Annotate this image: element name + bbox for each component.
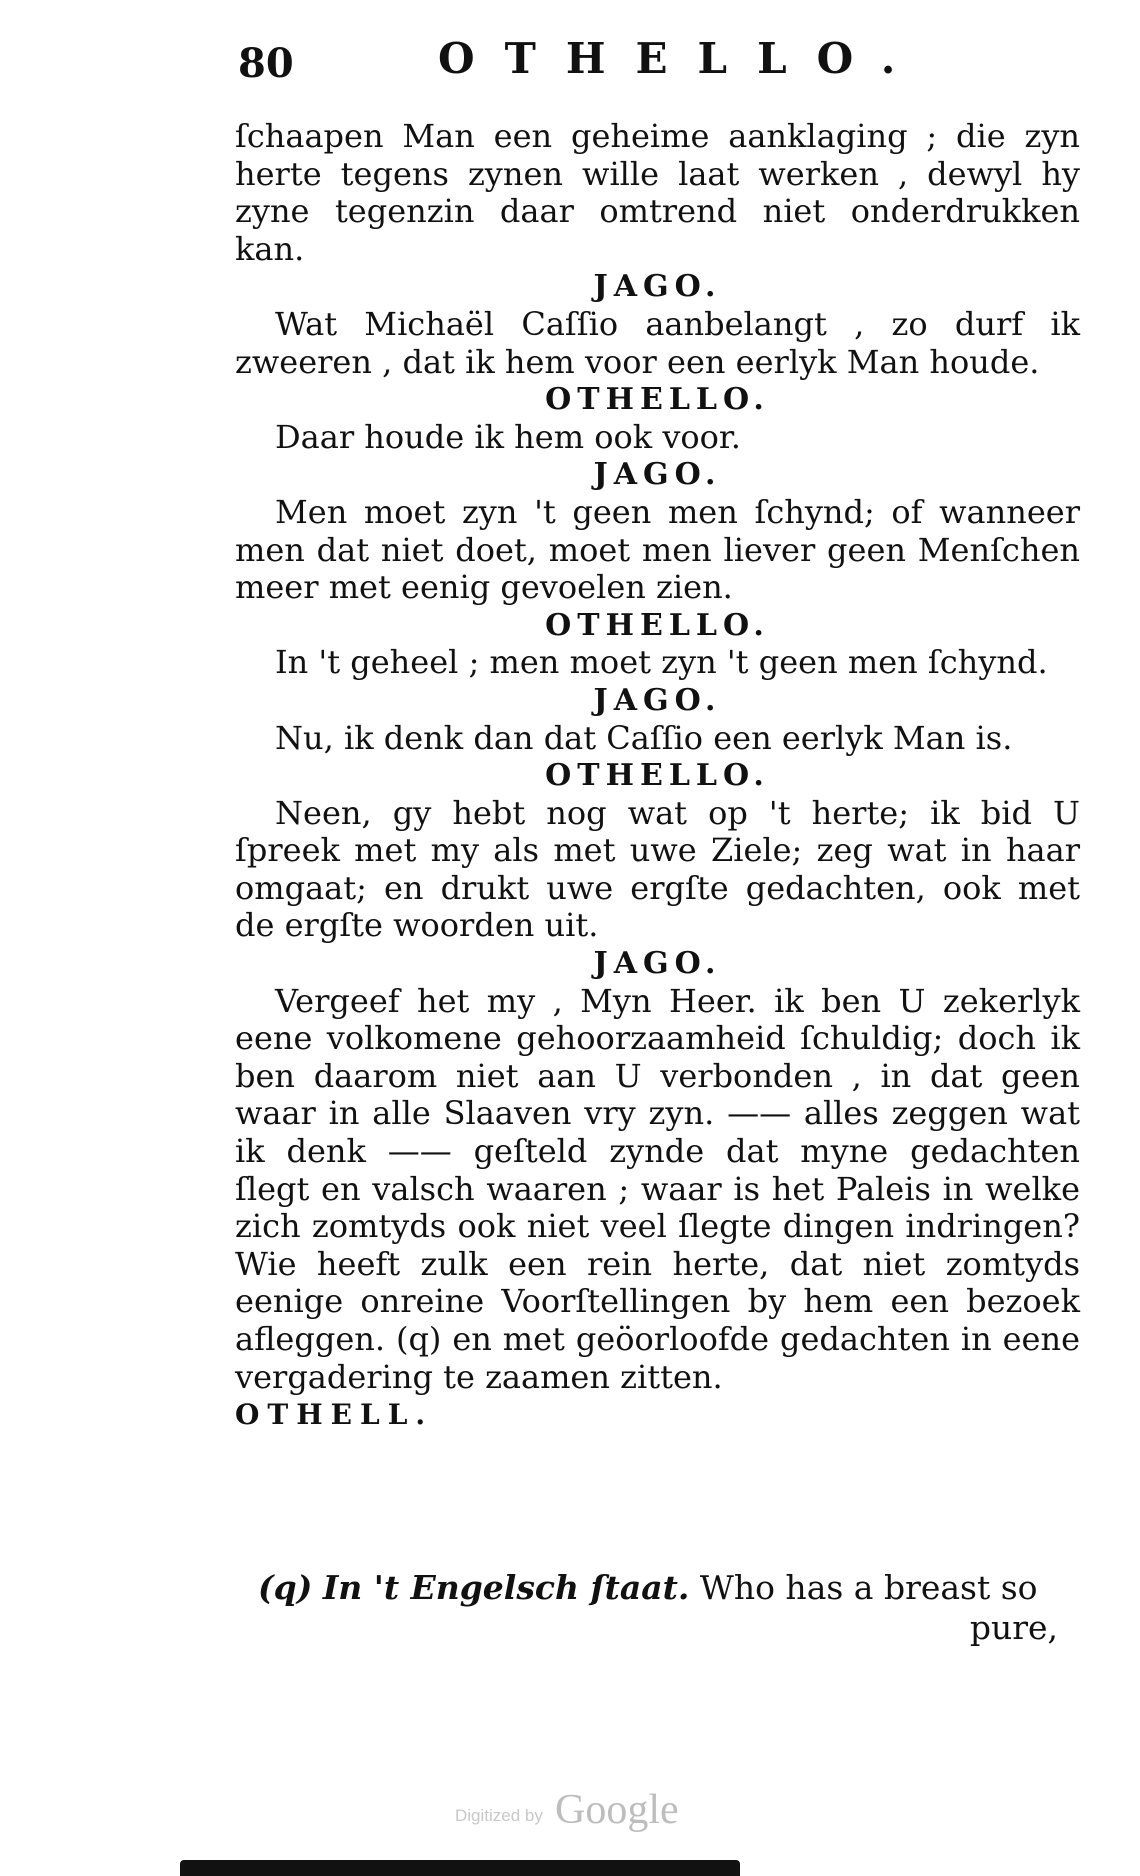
- speaker-name: JAGO.: [593, 457, 722, 493]
- speaker-name: JAGO.: [593, 269, 722, 305]
- paragraph: Nu, ik denk dan dat Caſſio een eerlyk Man is.: [275, 718, 1013, 757]
- digitization-watermark: [455, 1786, 705, 1836]
- speaker-name: OTHELLO.: [545, 607, 770, 643]
- speaker-name: JAGO.: [593, 946, 722, 982]
- running-title: OTHELLO.: [438, 34, 926, 83]
- speaker-name: OTHELLO.: [545, 758, 770, 794]
- footnote-quote: Who has a breast so: [699, 1568, 1038, 1607]
- play-text: [235, 118, 1080, 1434]
- footnote-continuation: pure,: [969, 1608, 1058, 1647]
- paragraph: ſchaapen Man een geheime aanklaging ; die zyn herte tegens zynen wille laat werken , dewyl hy zyne tegenzin daar omtrend niet onderdrukken kan.: [235, 117, 1080, 268]
- watermark-caption: Digitized by: [455, 1806, 543, 1825]
- paragraph: Daar houde ik hem ook voor.: [275, 417, 741, 456]
- footnote-line: [258, 1568, 1058, 1608]
- paragraph: Men moet zyn 't geen men ſchynd; of wanneer men dat niet doet, moet men liever geen Menſchen meer met eenig gevoelen zien.: [235, 492, 1080, 607]
- paragraph: In 't geheel ; men moet zyn 't geen men ſchynd.: [275, 643, 1048, 682]
- footnote: [258, 1568, 1058, 1648]
- footnote-marker: (q): [258, 1568, 313, 1607]
- scan-edge-bar: [180, 1860, 740, 1876]
- speaker-name: OTHELLO.: [545, 382, 770, 418]
- catchword: OTHELL.: [235, 1398, 434, 1432]
- page-header: [238, 30, 1098, 90]
- paragraph: Vergeef het my , Myn Heer. ik ben U zekerlyk eene volkomene gehoorzaamheid ſchuldig; doch ik ben daarom niet aan U verbonden , in dat geen waar in alle Slaaven vry zyn. —— alles zeggen wat ik denk —— geſteld zynde dat myne gedachten ſlegt en valsch waaren ; waar is het Paleis in welke zich zomtyds ook niet veel ſlegte dingen indringen? Wie heeft zulk een rein herte, dat niet zomtyds eenige onreine Voorſtellingen by hem een bezoek afleggen. (q) en met geöorloofde gedachten in eene vergadering te zaamen zitten.: [235, 981, 1080, 1396]
- page-number: 80: [238, 40, 294, 87]
- paragraph: Wat Michaël Caſſio aanbelangt , zo durf ik zweeren , dat ik hem voor een eerlyk Man houde.: [235, 304, 1080, 381]
- google-logo: Google: [555, 1787, 679, 1833]
- footnote-source: In 't Engelsch ſtaat.: [322, 1568, 690, 1607]
- speaker-name: JAGO.: [593, 682, 722, 718]
- paragraph: Neen, gy hebt nog wat op 't herte; ik bid U ſpreek met my als met uwe Ziele; zeg wat in haar omgaat; en drukt uwe ergſte gedachten, ook met de ergſte woorden uit.: [235, 793, 1080, 945]
